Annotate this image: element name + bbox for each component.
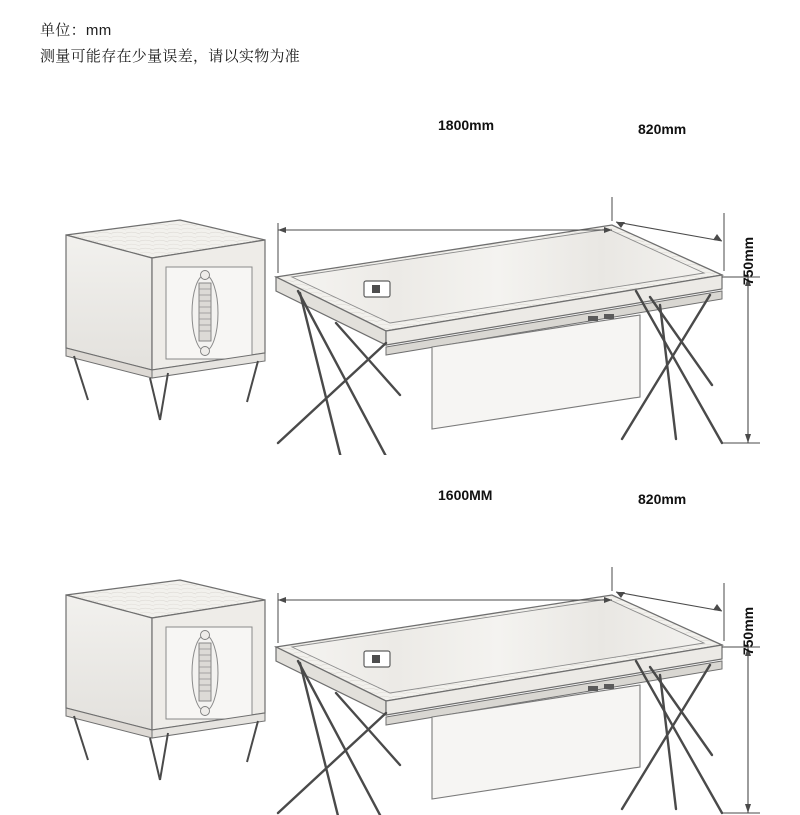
dimension-depth-label-2: 820mm xyxy=(638,491,687,507)
side-cabinet xyxy=(66,220,265,420)
diagram-desk-set-1600 xyxy=(0,455,800,815)
diagram-desk-set-1800 xyxy=(0,95,800,455)
tolerance-note: 测量可能存在少量误差，请以实物为准 xyxy=(40,48,301,65)
dimension-height-label-1: 750mm xyxy=(740,236,756,286)
dimension-width-label-2: 1600MM xyxy=(438,487,493,503)
dimension-width-label-1: 1800mm xyxy=(438,117,495,133)
side-cabinet xyxy=(66,580,265,780)
office-desk xyxy=(276,595,722,815)
dimension-height-label-2: 750mm xyxy=(740,606,756,656)
unit-note: 单位：mm xyxy=(40,22,112,39)
office-desk xyxy=(276,225,722,455)
dimension-depth-label-1: 820mm xyxy=(638,121,687,137)
notes-block xyxy=(40,18,740,70)
